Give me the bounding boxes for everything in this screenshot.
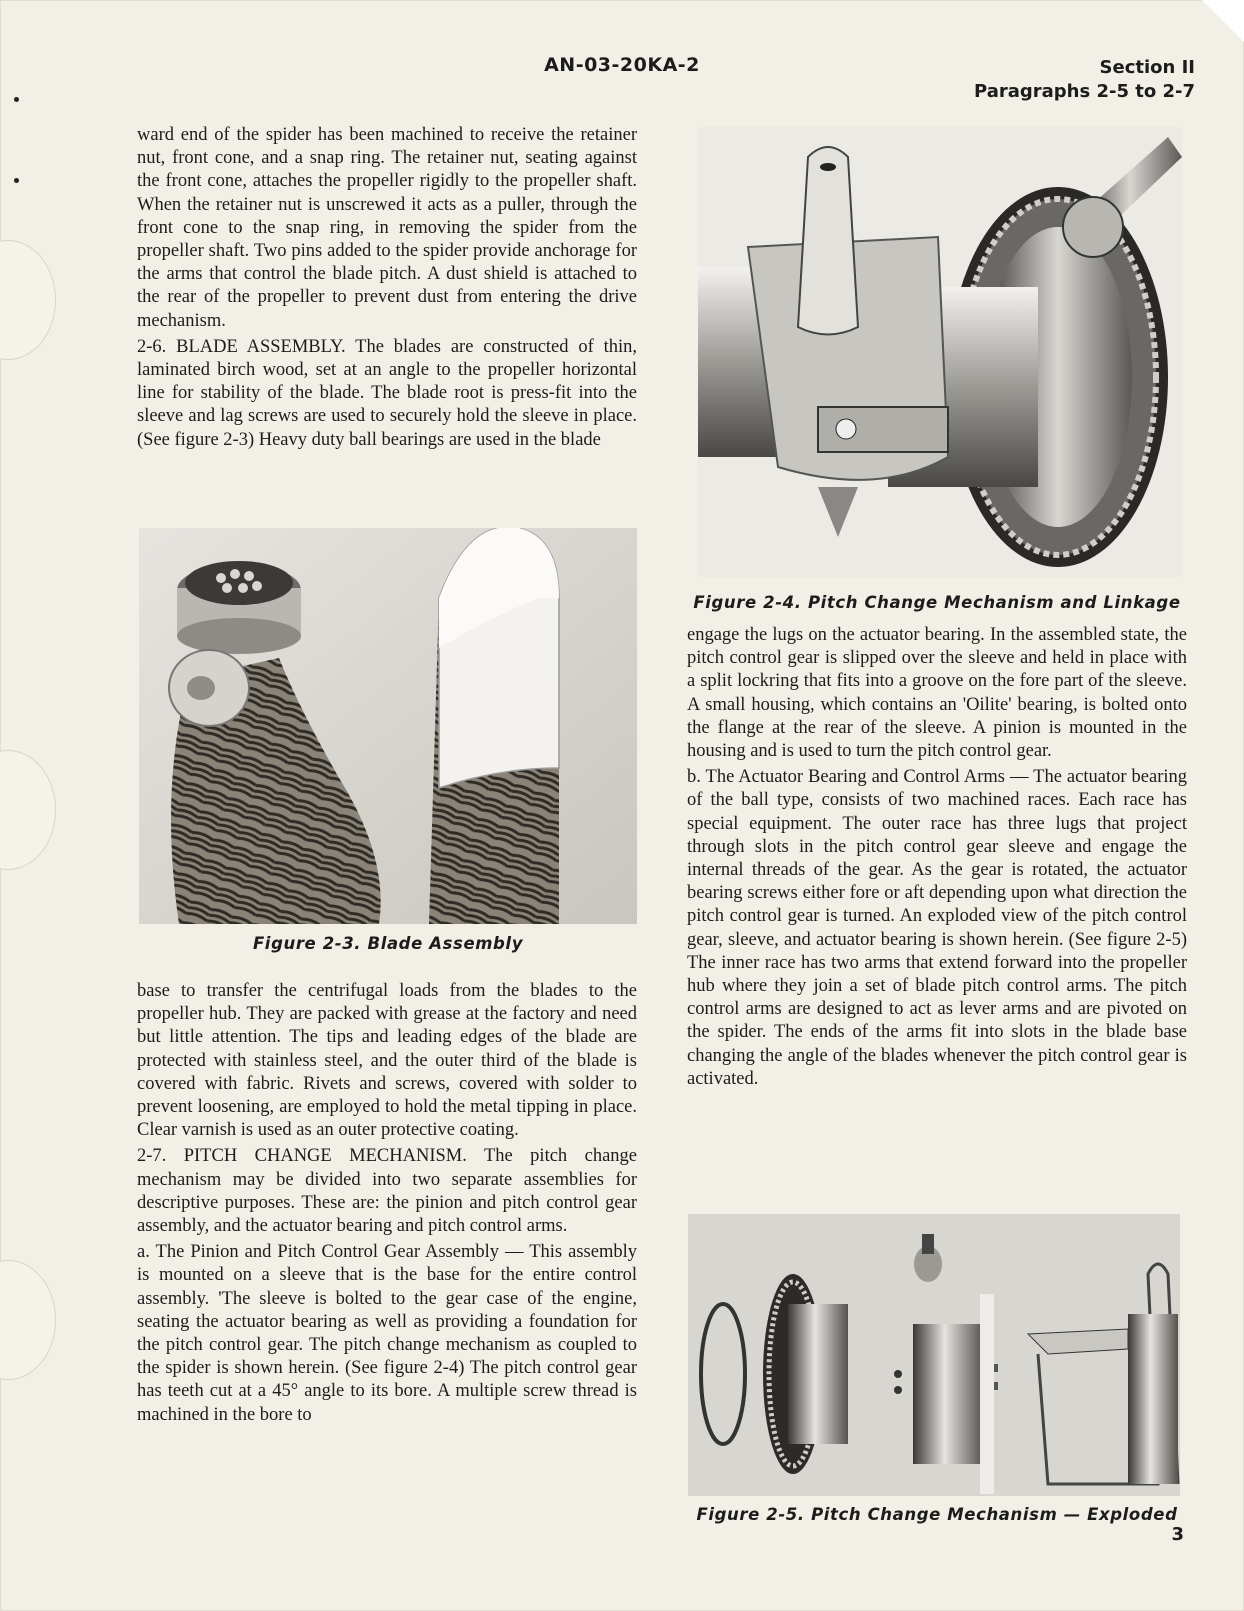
figure-2-3-photo: [139, 528, 637, 924]
blade-assembly-photo-icon: [139, 528, 637, 924]
left-column-top: [137, 124, 637, 455]
paragraph-range: Paragraphs 2-5 to 2-7: [973, 81, 1195, 102]
margin-mark: [14, 97, 19, 102]
binder-hole: [0, 750, 56, 870]
page-number: 3: [1171, 1524, 1184, 1545]
binder-hole: [0, 1260, 56, 1380]
right-column: [687, 624, 1187, 1094]
figure-2-3-caption: Figure 2-3. Blade Assembly: [252, 934, 524, 953]
section-header: [974, 56, 1195, 104]
pitch-change-mechanism-photo-icon: [698, 127, 1182, 577]
figure-2-4-caption: Figure 2-4. Pitch Change Mechanism and Linkage: [693, 593, 1181, 612]
figure-2-4-photo: [698, 127, 1182, 577]
section-label: Section II: [1099, 57, 1195, 78]
paragraph: engage the lugs on the actuator bearing. In the assembled state, the pitch control gear is slipped over the sleeve and held in place with a split lockring that fits into a groove on the fore part of the sleeve. A small housing, which contains an 'Oilite' bearing, is bolted onto the flange at the rear of the sleeve. A pinion is mounted in the housing and is used to turn the pitch control gear.: [687, 625, 1187, 762]
figure-2-5-caption: Figure 2-5. Pitch Change Mechanism — Exploded: [696, 1505, 1178, 1524]
figure-2-5-photo: [688, 1214, 1180, 1496]
paragraph: b. The Actuator Bearing and Control Arms — The actuator bearing of the ball type, consists of two machined races. Each race has special equipment. The outer race has three lugs that project through slots in the pitch control gear sleeve and engage the internal threads of the gear. As the gear is rotated, the actuator bearing screws either fore or aft depending upon what direction the pitch control gear is turned. An exploded view of the pitch control gear, sleeve, and actuator bearing is shown herein. (See figure 2-5) The inner race has two arms that extend forward into the propeller hub where they join a set of blade pitch control arms. The pitch control arms are designed to act as lever arms and are pivoted on the spider. The ends of the arms fit into slots in the blade base changing the angle of the blades whenever the pitch control gear is activated.: [687, 767, 1187, 1089]
exploded-mechanism-photo-icon: [688, 1214, 1180, 1496]
left-column-bottom: [137, 980, 637, 1430]
document-number: AN-03-20KA-2: [544, 54, 700, 76]
paragraph: 2-7. PITCH CHANGE MECHANISM. The pitch change mechanism may be divided into two separate assemblies for descriptive purposes. These are: the pinion and pitch control gear assembly, and the actuator bearing and pitch control arms.: [137, 1146, 637, 1237]
paragraph: base to transfer the centrifugal loads from the blades to the propeller hub. They are packed with grease at the factory and need but little attention. The tips and leading edges of the blade are protected with stainless steel, and the outer third of the blade is covered with fabric. Rivets and screws, covered with solder to prevent loosening, are employed to hold the metal tipping in place. Clear varnish is used as an outer protective coating.: [137, 981, 637, 1141]
paragraph: 2-6. BLADE ASSEMBLY. The blades are constructed of thin, laminated birch wood, set at an angle to the propeller horizontal line for stability of the blade. The blade root is press-fit into the sleeve and lag screws are used to securely hold the sleeve in place. (See figure 2-3) Heavy duty ball bearings are used in the blade: [137, 336, 637, 450]
margin-mark: [14, 178, 19, 183]
paragraph: ward end of the spider has been machined to receive the retainer nut, front cone, and a snap ring. The retainer nut, seating against the front cone, attaches the propeller rigidly to the propeller shaft. When the retainer nut is unscrewed it acts as a puller, through the front cone to the snap ring, in removing the spider from the propeller shaft. Two pins added to the spider provide anchorage for the arms that control the blade pitch. A dust shield is attached to the rear of the propeller to prevent dust from entering the drive mechanism.: [137, 125, 637, 331]
page-corner: [1202, 0, 1244, 42]
binder-hole: [0, 240, 56, 360]
paragraph: a. The Pinion and Pitch Control Gear Assembly — This assembly is mounted on a sleeve that is the base for the entire control assembly. 'The sleeve is bolted to the gear case of the engine, seating the actuator bearing as well as providing a foundation for the pitch control gear. The pitch change mechanism as coupled to the spider is shown herein. (See figure 2-4) The pitch control gear has teeth cut at a 45° angle to its bore. A multiple screw thread is machined in the bore to: [137, 1242, 637, 1425]
